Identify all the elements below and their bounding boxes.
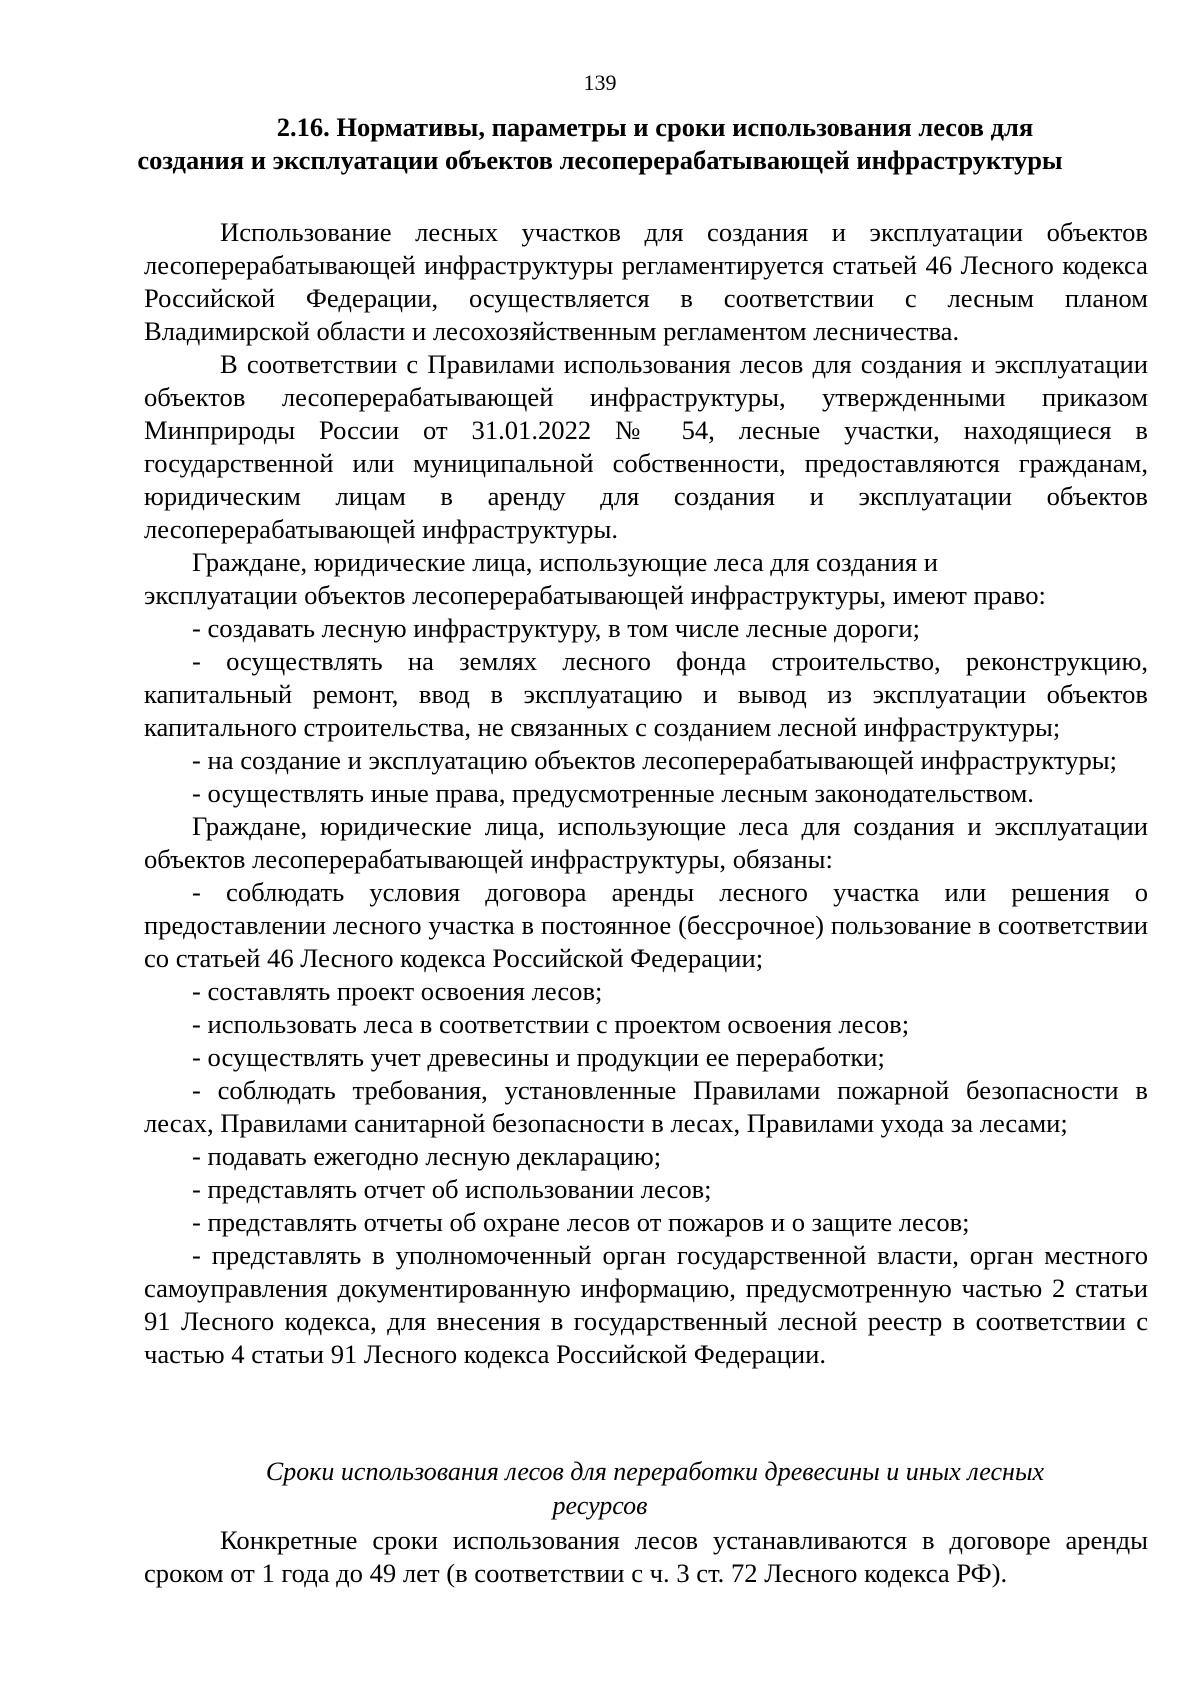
duties-item: - соблюдать условия договора аренды лесного участка или решения о предоставлении лесного участка в постоянное (бессрочное) пользование в соответствии со статьей 46 Лесного кодекса Российской Федерации;	[144, 877, 1148, 973]
final-text	[144, 1524, 1148, 1590]
duties-item: - представлять отчет об использовании лесов;	[192, 1174, 712, 1204]
rights-item: - создавать лесную инфраструктуру, в том числе лесные дороги;	[192, 613, 920, 643]
duties-item: - составлять проект освоения лесов;	[192, 976, 603, 1006]
rights-item: - осуществлять иные права, предусмотренные лесным законодательством.	[192, 778, 1034, 808]
body-text	[144, 216, 1148, 1371]
subsection-heading-line-2: ресурсов	[552, 1491, 648, 1520]
subsection-heading-line-1: Сроки использования лесов для переработки древесины и иных лесных	[265, 1457, 1045, 1486]
page-number: 139	[583, 70, 617, 95]
duties-item: - представлять отчеты об охране лесов от пожаров и о защите лесов;	[192, 1207, 970, 1237]
subsection-heading	[0, 1455, 1200, 1523]
section-heading-line-1: 2.16. Нормативы, параметры и сроки использования лесов для	[276, 112, 1034, 142]
rights-item: - на создание и эксплуатацию объектов лесоперерабатывающей инфраструктуры;	[192, 745, 1118, 775]
duties-item: - подавать ежегодно лесную декларацию;	[192, 1141, 662, 1171]
paragraph-rules: В соответствии с Правилами использования лесов для создания и эксплуатации объектов лесоперерабатывающей инфраструктуры, утвержденными приказом Минприроды России от 31.01.2022 № 54, лесные участки, находящиеся в государственной или муниципальной собственности, предоставляются гражданам, юридическим лицам в аренду для создания и эксплуатации объектов лесоперерабатывающей инфраструктуры.	[144, 349, 1148, 544]
rights-item: - осуществлять на землях лесного фонда строительство, реконструкцию, капитальный ремонт, ввод в эксплуатацию и вывод из эксплуатации объектов капитального строительства, не связанных с созданием лесной инфраструктуры;	[144, 646, 1148, 742]
paragraph-terms: Конкретные сроки использования лесов устанавливаются в договоре аренды сроком от 1 года до 49 лет (в соответствии с ч. 3 ст. 72 Лесного кодекса РФ).	[144, 1525, 1148, 1588]
duties-item: - представлять в уполномоченный орган государственной власти, орган местного самоуправления документированную информацию, предусмотренную частью 2 статьи 91 Лесного кодекса, для внесения в государственный лесной реестр в соответствии с частью 4 статьи 91 Лесного кодекса Российской Федерации.	[144, 1240, 1148, 1369]
section-heading	[0, 111, 1200, 177]
paragraph-usage: Использование лесных участков для создания и эксплуатации объектов лесоперерабатывающей инфраструктуры регламентируется статьей 46 Лесного кодекса Российской Федерации, осуществляется в соответствии с лесным планом Владимирской области и лесохозяйственным регламентом лесничества.	[144, 217, 1148, 346]
duties-item: - осуществлять учет древесины и продукции ее переработки;	[192, 1042, 885, 1072]
duties-item: - соблюдать требования, установленные Правилами пожарной безопасности в лесах, Правилами санитарной безопасности в лесах, Правилами ухода за лесами;	[144, 1075, 1148, 1138]
rights-intro-line-2: эксплуатации объектов лесоперерабатывающей инфраструктуры, имеют право:	[144, 580, 1046, 610]
duties-intro: Граждане, юридические лица, использующие леса для создания и эксплуатации объектов лесоперерабатывающей инфраструктуры, обязаны:	[144, 811, 1148, 874]
section-heading-line-2: создания и эксплуатации объектов лесоперерабатывающей инфраструктуры	[137, 145, 1063, 175]
rights-intro-line-1: Граждане, юридические лица, использующие леса для создания и	[192, 547, 939, 577]
duties-item: - использовать леса в соответствии с проектом освоения лесов;	[192, 1009, 910, 1039]
